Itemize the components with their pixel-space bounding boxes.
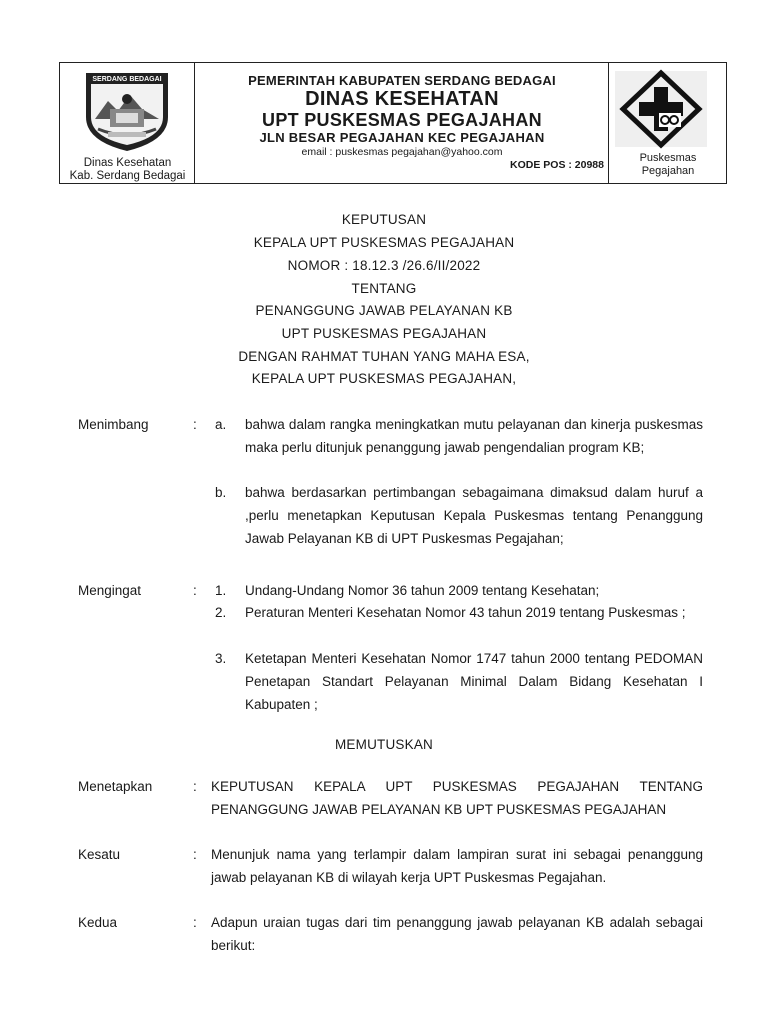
menimbang-label: Menimbang (78, 417, 149, 432)
menetapkan-text: KEPUTUSAN KEPALA UPT PUSKESMAS PEGAJAHAN TENTANG PENANGGUNG JAWAB PELAYANAN KB UPT PUSKESMAS PEGAJAHAN (211, 779, 703, 817)
right-caption-location: Pegajahan (641, 165, 695, 177)
heading-number: NOMOR : 18.12.3 /26.6/II/2022 (287, 258, 481, 273)
mengingat-mark-1: 1. (215, 583, 227, 598)
serdang-bedagai-emblem-icon (80, 71, 174, 153)
mengingat-mark-2: 2. (215, 605, 227, 620)
mengingat-item-1: Undang-Undang Nomor 36 tahun 2009 tentang Kesehatan; (245, 583, 600, 598)
kedua-label: Kedua (78, 915, 118, 930)
mengingat-item-2: Peraturan Menteri Kesehatan Nomor 43 tahun 2019 tentang Puskesmas ; (245, 605, 686, 620)
right-caption-puskesmas: Puskesmas (639, 152, 697, 164)
address: JLN BESAR PEGAJAHAN KEC PEGAJAHAN (259, 130, 545, 145)
left-caption-regency: Kab. Serdang Bedagai (69, 170, 186, 182)
left-caption-agency: Dinas Kesehatan (83, 157, 172, 169)
kedua-colon: : (193, 915, 197, 930)
letterhead-right-cell (608, 63, 726, 183)
letterhead-left-cell (60, 63, 195, 183)
kesatu-text: Menunjuk nama yang terlampir dalam lampiran surat ini sebagai penanggung jawab pelayanan KB di wilayah kerja UPT Puskesmas Pegajahan. (211, 847, 703, 885)
menimbang-mark-b: b. (215, 485, 227, 500)
postal-code: KODE POS : 20988 (510, 159, 604, 171)
menimbang-mark-a: a. (215, 417, 227, 432)
letterhead (59, 62, 727, 184)
heading-decree: KEPUTUSAN (341, 212, 427, 227)
unit-name: UPT PUSKESMAS PEGAJAHAN (262, 110, 542, 130)
heading-issuer: KEPALA UPT PUSKESMAS PEGAJAHAN (253, 235, 515, 250)
mengingat-label: Mengingat (78, 583, 142, 598)
heading-about: TENTANG (351, 281, 417, 296)
menimbang-colon: : (193, 417, 197, 432)
menimbang-item-a: bahwa dalam rangka meningkatkan mutu pelayanan dan kinerja puskesmas maka perlu ditunjuk penanggung jawab pengendalian program KB; (245, 417, 703, 455)
kesatu-label: Kesatu (78, 847, 121, 862)
heading-head: KEPALA UPT PUSKESMAS PEGAJAHAN, (251, 371, 517, 386)
kedua-text: Adapun uraian tugas dari tim penanggung jawab pelayanan KB adalah sebagai berikut: (211, 915, 703, 953)
mengingat-mark-3: 3. (215, 651, 227, 666)
menetapkan-colon: : (193, 779, 197, 794)
letterhead-center (196, 63, 608, 183)
svg-text:SERDANG BEDAGAI: SERDANG BEDAGAI (92, 76, 162, 83)
heading-unit: UPT PUSKESMAS PEGAJAHAN (281, 326, 487, 341)
heading-subject: PENANGGUNG JAWAB PELAYANAN KB (255, 303, 513, 318)
puskesmas-logo-icon (613, 69, 709, 149)
menetapkan-label: Menetapkan (78, 779, 153, 794)
mengingat-colon: : (193, 583, 197, 598)
email: email : puskesmas pegajahan@yahoo.com (301, 146, 503, 158)
agency-name: DINAS KESEHATAN (305, 88, 499, 110)
decision-heading: MEMUTUSKAN (334, 737, 433, 752)
gov-line: PEMERINTAH KABUPATEN SERDANG BEDAGAI (248, 73, 556, 88)
menimbang-item-b: bahwa berdasarkan pertimbangan sebagaimana dimaksud dalam huruf a ,perlu menetapkan Keputusan Kepala Puskesmas tentang Penanggung Jawab Pelayanan KB di UPT Puskesmas Pegajahan; (245, 485, 703, 546)
kesatu-colon: : (193, 847, 197, 862)
heading-grace: DENGAN RAHMAT TUHAN YANG MAHA ESA, (238, 349, 530, 364)
mengingat-item-3: Ketetapan Menteri Kesehatan Nomor 1747 tahun 2000 tentang PEDOMAN Penetapan Standart Pelayanan Minimal Dalam Bidang Kesehatan I Kabupaten ; (245, 651, 703, 712)
